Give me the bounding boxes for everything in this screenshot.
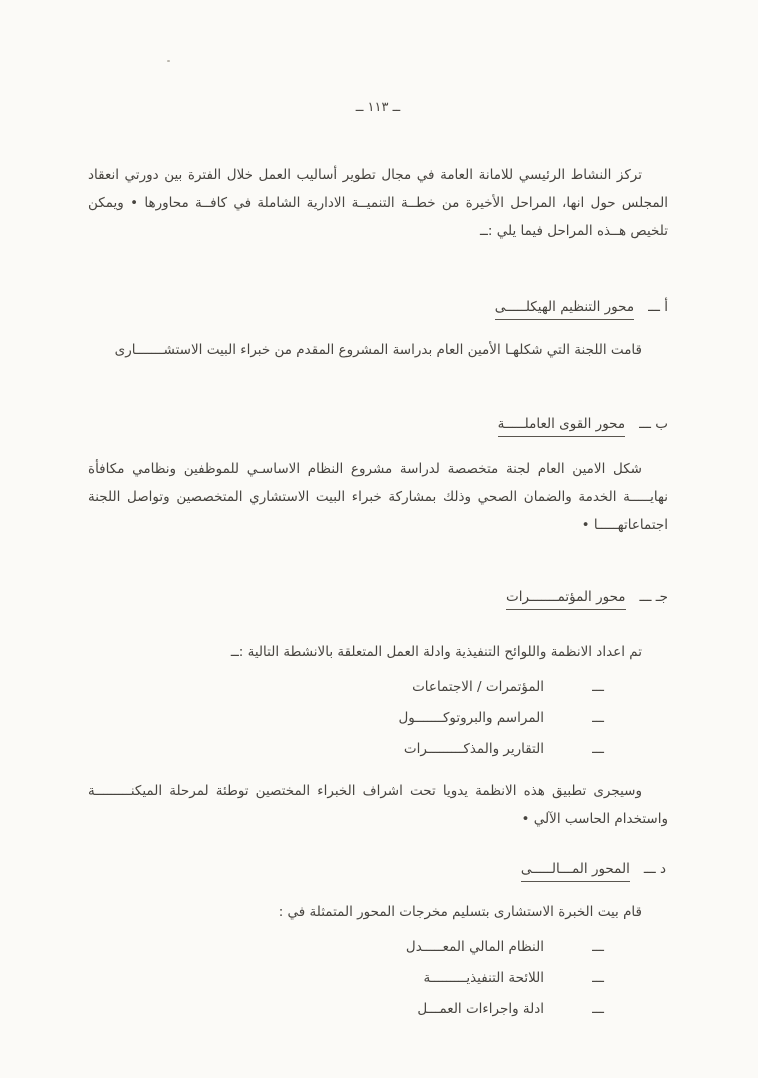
list-item <box>88 672 604 703</box>
section-a-marker: أ ـــ <box>648 299 668 315</box>
dash-icon: ـــ <box>592 679 604 695</box>
section-d-marker: د ـــ <box>643 861 666 877</box>
section-c-list <box>88 672 668 765</box>
list-item <box>88 963 604 994</box>
list-item-label: المراسم والبروتوكـــــــول <box>398 710 544 726</box>
dash-icon: ـــ <box>592 1001 604 1017</box>
list-item-label: اللائحة التنفيذيـــــــــة <box>423 970 544 986</box>
list-item <box>88 932 604 963</box>
section-b-title: محور القوى العاملـــــة <box>498 416 625 437</box>
dash-icon: ـــ <box>592 939 604 955</box>
intro-paragraph: تركز النشاط الرئيسي للامانة العامة في مجال تطوير أساليب العمل خلال الفترة بين دورتي انعقاد المجلس حول انها، المراحل الأخيرة من خطــة التنميــة الادارية الشاملة في كافــة محاورها • ويمكن تلخيص هــذه المراحل فيما يلي :ــ <box>88 167 668 239</box>
list-item-label: ادلة واجراءات العمـــل <box>417 1001 544 1017</box>
section-b-heading <box>88 416 668 437</box>
section-d-title: المحور المـــالـــــى <box>521 861 630 882</box>
section-b-body: شكل الامين العام لجنة متخصصة لدراسة مشروع النظام الاساسـي للموظفين ونظامي مكافأة نهايـــــة الخدمة والضمان الصحي وذلك بمشاركة خبراء البيت الاستشاري المتخصصين وتواصل اللجنة اجتماعاتهـــــا • <box>88 461 668 533</box>
list-item-label: المؤتمرات / الاجتماعات <box>412 679 544 695</box>
scan-artifact <box>167 60 170 62</box>
section-c-footer: وسيجرى تطبيق هذه الانظمة يدويا تحت اشراف الخبراء المختصين توطئة لمرحلة الميكنـــــــــة واستخدام الحاسب الآلي • <box>88 783 668 827</box>
list-item <box>88 994 604 1025</box>
section-b-marker: ب ـــ <box>639 416 668 432</box>
section-a-title: محور التنظيم الهيكلـــــى <box>495 299 634 320</box>
section-a-heading <box>88 299 668 320</box>
dash-icon: ـــ <box>592 710 604 726</box>
section-c-title: محور المؤتمـــــــرات <box>506 589 626 610</box>
page-number: ــ ١١٣ ــ <box>355 100 401 115</box>
section-d-list <box>88 932 668 1025</box>
section-a-body: قامت اللجنة التي شكلهـا الأمين العام بدراسة المشروع المقدم من خبراء البيت الاستشـــــــارى <box>114 342 642 358</box>
section-c-heading <box>88 589 668 610</box>
list-item <box>88 703 604 734</box>
section-d-heading <box>88 861 668 882</box>
list-item-label: النظام المالي المعـــــدل <box>405 939 544 955</box>
section-c-marker: جـ ـــ <box>639 589 668 605</box>
dash-icon: ـــ <box>592 970 604 986</box>
list-item <box>88 734 604 765</box>
section-c-lead: تم اعداد الانظمة واللوائح التنفيذية وادلة العمل المتعلقة بالانشطة التالية :ــ <box>230 644 642 660</box>
section-d-lead: قام بيت الخبرة الاستشارى بتسليم مخرجات المحور المتمثلة في : <box>278 904 642 920</box>
list-item-label: التقارير والمذكـــــــــرات <box>403 741 544 757</box>
dash-icon: ـــ <box>592 741 604 757</box>
